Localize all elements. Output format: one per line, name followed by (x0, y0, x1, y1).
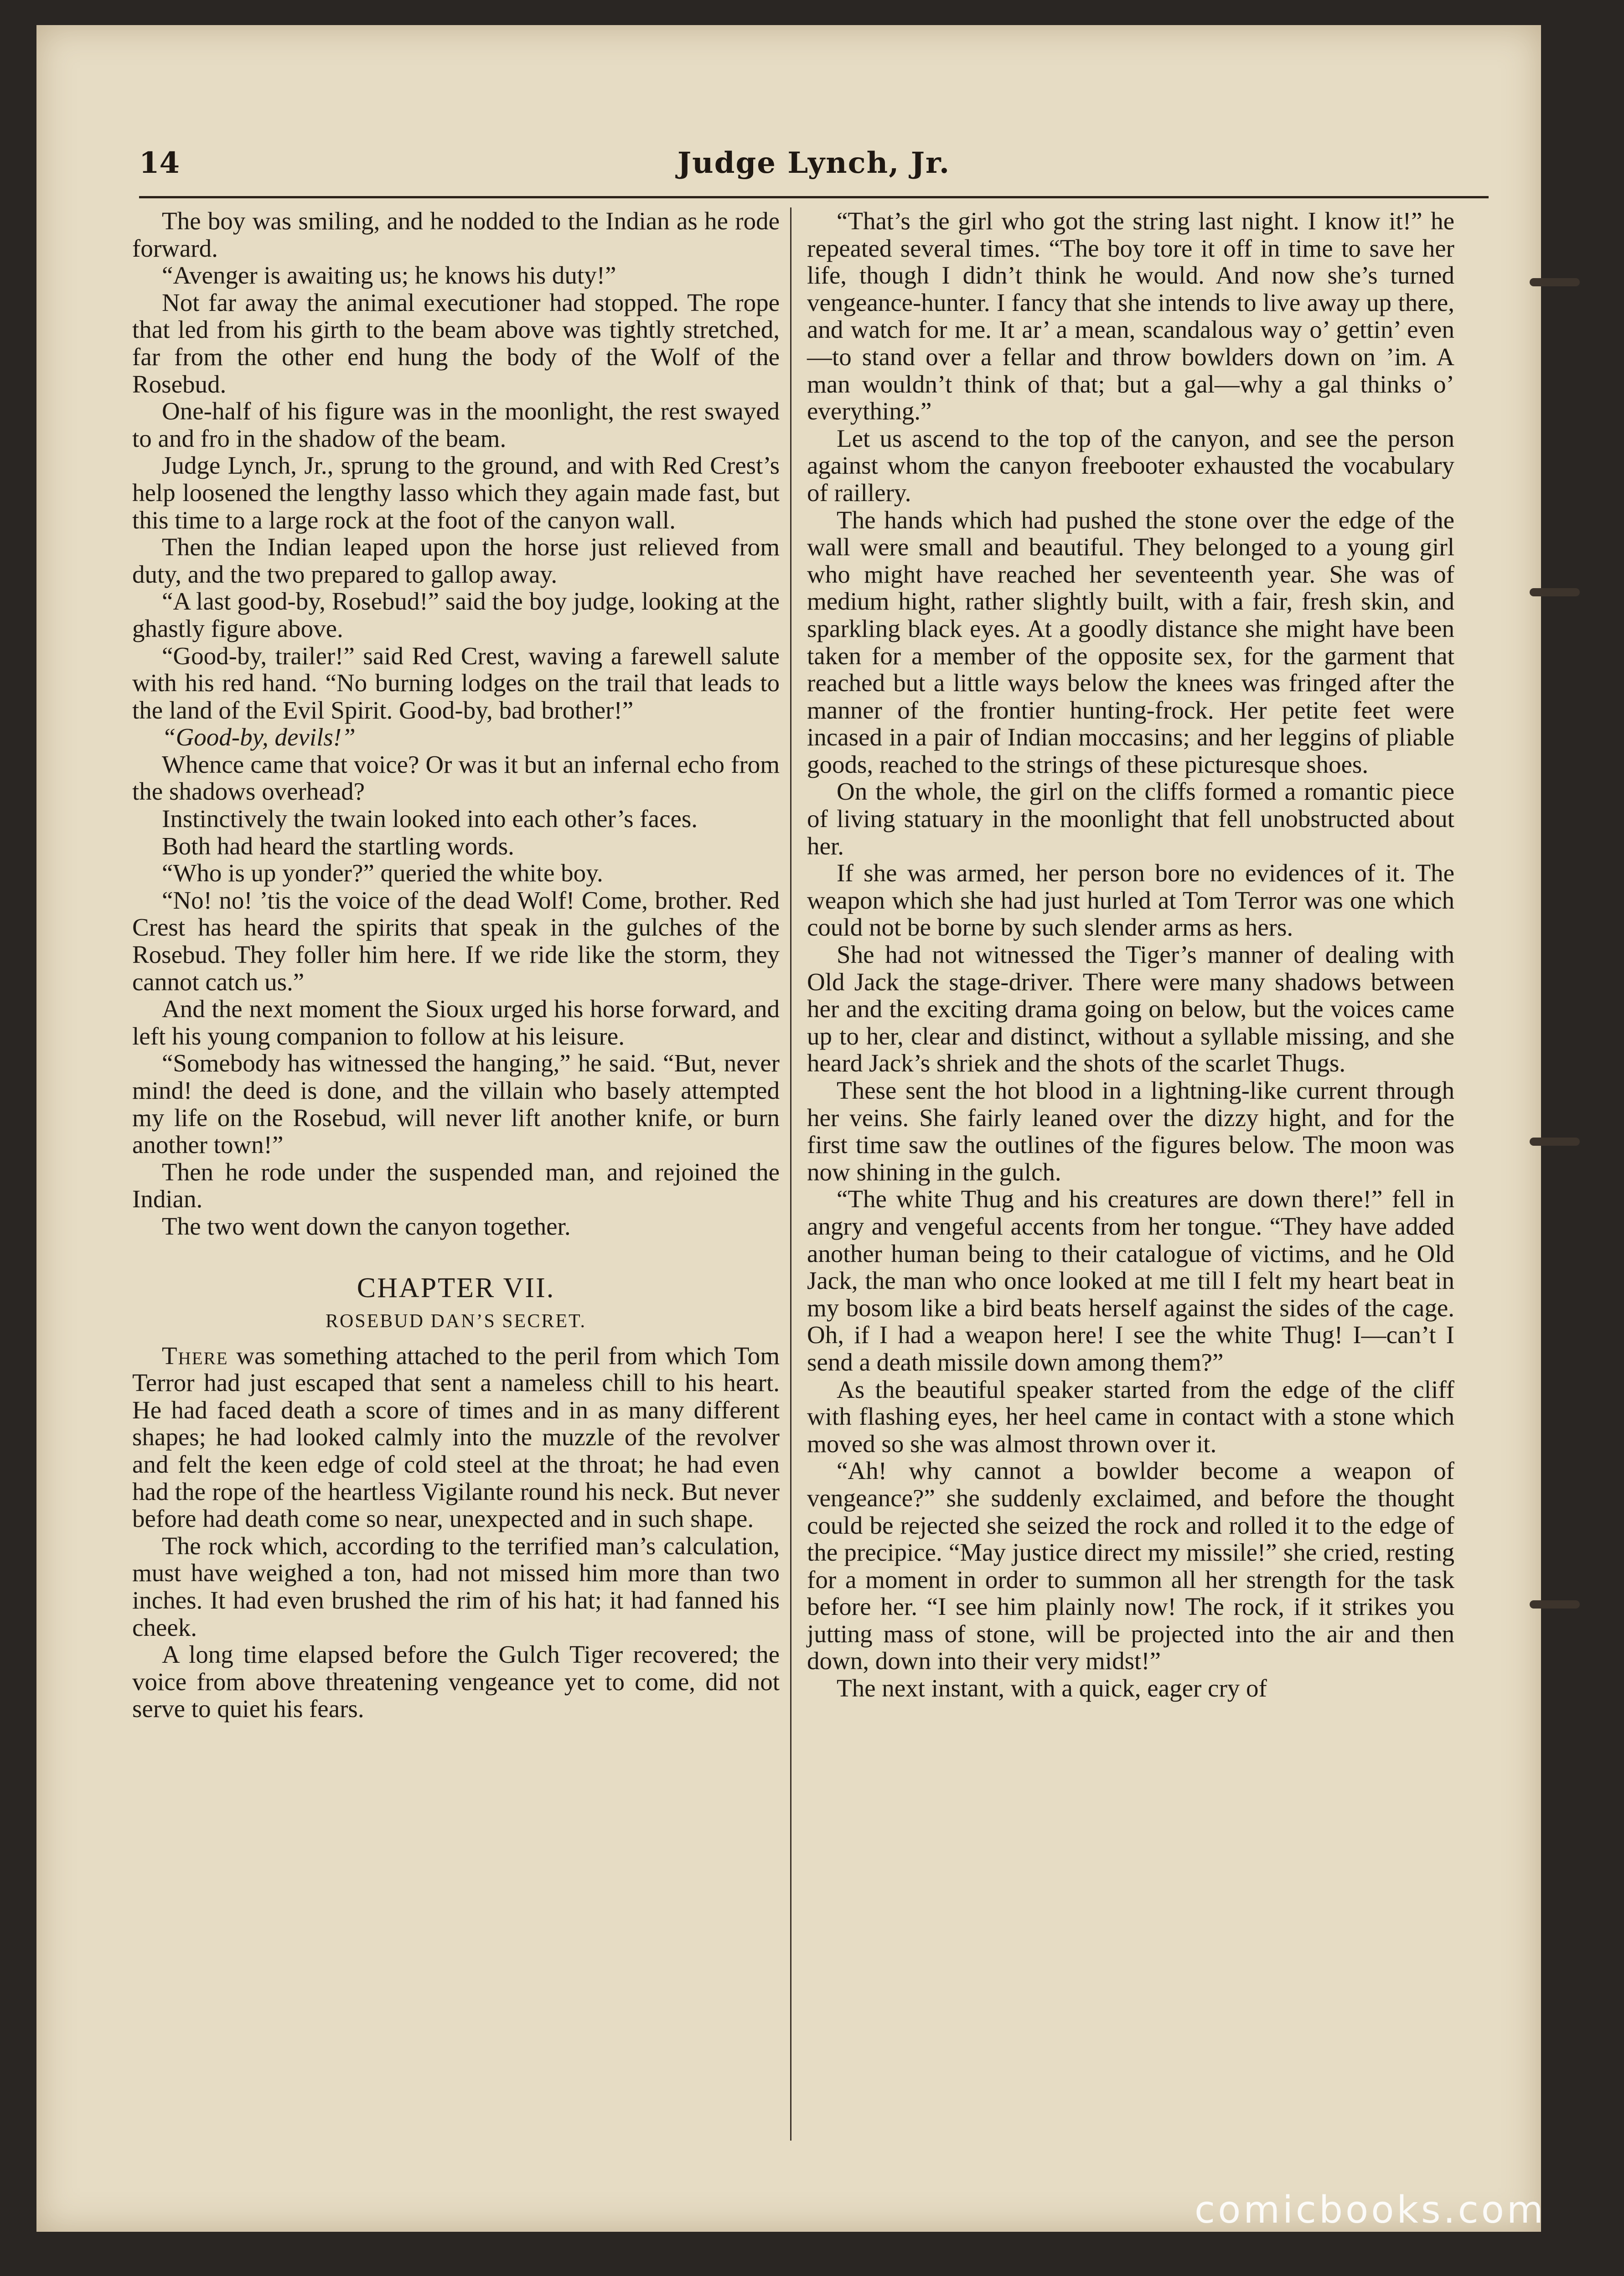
paragraph: “A last good-by, Rosebud!” said the boy judge, looking at the ghastly figure above. (132, 587, 780, 642)
paragraph-text: was something attached to the peril from which Tom Terror had just escaped that sent a nameless chill to his heart. He had faced death a score of times and in as many different shapes; he had looked calmly into the muzzle of the revolver and felt the keen edge of cold steel at the throat; he had even had the rope of the heartless Vigilante round his neck. But never before had death come so near, unexpected and in such shape. (132, 1341, 780, 1533)
paragraph: Then the Indian leaped upon the horse just relieved from duty, and the two prepared to gallop away. (132, 533, 780, 588)
paragraph: Both had heard the startling words. (162, 832, 514, 860)
paragraph: “Avenger is awaiting us; he knows his duty!” (162, 261, 616, 290)
paragraph: Whence came that voice? Or was it but an infernal echo from the shadows overhead? (132, 750, 780, 806)
page-header (139, 128, 1489, 198)
watermark: comicbooks.com (1195, 2188, 1546, 2232)
chapter-title: CHAPTER VII. (357, 1272, 555, 1304)
paragraph: The next instant, with a quick, eager cry of (837, 1674, 1267, 1702)
paragraph: The rock which, according to the terrified man’s calculation, must have weighed a ton, had not missed him more than two inches. It had even brushed the rim of his hat; it had fanned his cheek. (132, 1531, 780, 1641)
paragraph: If she was armed, her person bore no evidences of it. The weapon which she had just hurled at Tom Terror was one which could not be borne by such slender arms as hers. (807, 859, 1454, 941)
paragraph: “The white Thug and his creatures are down there!” fell in angry and vengeful accents from her tongue. “They have added another human being to their catalogue of victims, and he Old Jack, the man who once looked at me till I felt my heart beat in my bosom like a bird beats herself against the sides of the cage. Oh, if I had a weapon here! I see the white Thug! I—can’t I send a death missile down among them?” (807, 1185, 1454, 1376)
paragraph: Instinctively the twain looked into each other’s faces. (162, 805, 698, 833)
left-column (132, 207, 780, 1723)
paragraph: “Good-by, trailer!” said Red Crest, waving a farewell salute with his red hand. “No burning lodges on the trail that leads to the land of the Evil Spirit. Good-by, bad brother!” (132, 641, 780, 724)
binder-staple (1530, 1600, 1580, 1609)
chapter-first-word: There (162, 1341, 228, 1370)
binder-staple (1530, 1138, 1580, 1146)
paragraph: Let us ascend to the top of the canyon, and see the person against whom the canyon freebooter exhausted the vocabulary of raillery. (807, 424, 1454, 507)
paragraph: And the next moment the Sioux urged his horse forward, and left his young companion to follow at his leisure. (132, 995, 780, 1050)
paragraph: The boy was smiling, and he nodded to the Indian as he rode forward. (132, 207, 780, 262)
paragraph: The two went down the canyon together. (162, 1212, 571, 1240)
paragraph: “That’s the girl who got the string last night. I know it!” he repeated several times. “The boy tore it off in time to save her life, though I didn’t think he would. And now she’s turned vengeance-hunter. I fancy that she intends to live away up there, and watch for me. It ar’ a mean, scandalous way o’ gettin’ even—to stand over a fellar and throw bowlders down on ’im. A man wouldn’t think of that; but a gal—why a gal thinks o’ everything.” (807, 207, 1454, 425)
paragraph: “Who is up yonder?” queried the white boy. (162, 859, 603, 887)
paragraph: She had not witnessed the Tiger’s manner of dealing with Old Jack the stage-driver. There were many shadows between her and the exciting drama going on below, but the voices came up to her, clear and distinct, without a syllable missing, and she heard Jack’s shriek and the shots of the scarlet Thugs. (807, 941, 1454, 1077)
paragraph: A long time elapsed before the Gulch Tiger recovered; the voice from above threatening vengeance yet to come, did not serve to quiet his fears. (132, 1640, 780, 1723)
paragraph (132, 724, 780, 751)
italic-quote: “Good-by, devils!” (162, 723, 356, 751)
paragraph (132, 1342, 780, 1532)
paragraph: As the beautiful speaker started from the edge of the cliff with flashing eyes, her heel came in contact with a stone which moved so she was almost thrown over it. (807, 1375, 1454, 1458)
column-divider (790, 207, 791, 2141)
paragraph: “Somebody has witnessed the hanging,” he said. “But, never mind! the deed is done, and the villain who basely attempted my life on the Rosebud, will never lift another knife, or burn another town!” (132, 1049, 780, 1159)
paragraph: Not far away the animal executioner had stopped. The rope that led from his girth to the beam above was tightly stretched, far from the other end hung the body of the Wolf of the Rosebud. (132, 288, 780, 398)
paragraph: The hands which had pushed the stone over the edge of the wall were small and beautiful. They belonged to a young girl who might have reached her seventeenth year. She was of medium hight, rather slightly built, with a fair, fresh skin, and sparkling black eyes. At a goodly distance she might have been taken for a member of the opposite sex, for the garment that reached but a little ways below the knees was fringed after the manner of the frontier hunting-frock. Her petite feet were incased in a pair of Indian moccasins; and her leggins of pliable goods, reached to the strings of these picturesque shoes. (807, 506, 1454, 778)
chapter-subtitle: ROSEBUD DAN’S SECRET. (325, 1310, 587, 1332)
binder-staple (1530, 278, 1580, 286)
paragraph: Then he rode under the suspended man, and rejoined the Indian. (132, 1158, 780, 1213)
binder-staple (1530, 588, 1580, 596)
paragraph: One-half of his figure was in the moonlight, the rest swayed to and fro in the shadow of the beam. (132, 397, 780, 452)
page-number: 14 (139, 146, 180, 180)
paragraph: These sent the hot blood in a lightning-like current through her veins. She fairly leaned over the dizzy hight, and for the first time saw the outlines of the figures below. The moon was now shining in the gulch. (807, 1076, 1454, 1186)
running-title: Judge Lynch, Jr. (677, 146, 951, 180)
paragraph: Judge Lynch, Jr., sprung to the ground, and with Red Crest’s help loosened the lengthy lasso which they again made fast, but this time to a large rock at the foot of the canyon wall. (132, 451, 780, 534)
paragraph: “No! no! ’tis the voice of the dead Wolf! Come, brother. Red Crest has heard the spirits that speak in the gulches of the Rosebud. They foller him here. If we ride like the storm, they cannot catch us.” (132, 886, 780, 996)
paragraph: On the whole, the girl on the cliffs formed a romantic piece of living statuary in the moonlight that fell unobstructed about her. (807, 777, 1454, 860)
right-column (807, 207, 1454, 1702)
paragraph: “Ah! why cannot a bowlder become a weapon of vengeance?” she suddenly exclaimed, and before the thought could be rejected she seized the rock and rolled it to the edge of the precipice. “May justice direct my missile!” she cried, resting for a moment in order to summon all her strength for the task before her. “I see him plainly now! The rock, if it strikes you jutting mass of stone, will be projected into the air and then down, down into their very midst!” (807, 1457, 1454, 1675)
